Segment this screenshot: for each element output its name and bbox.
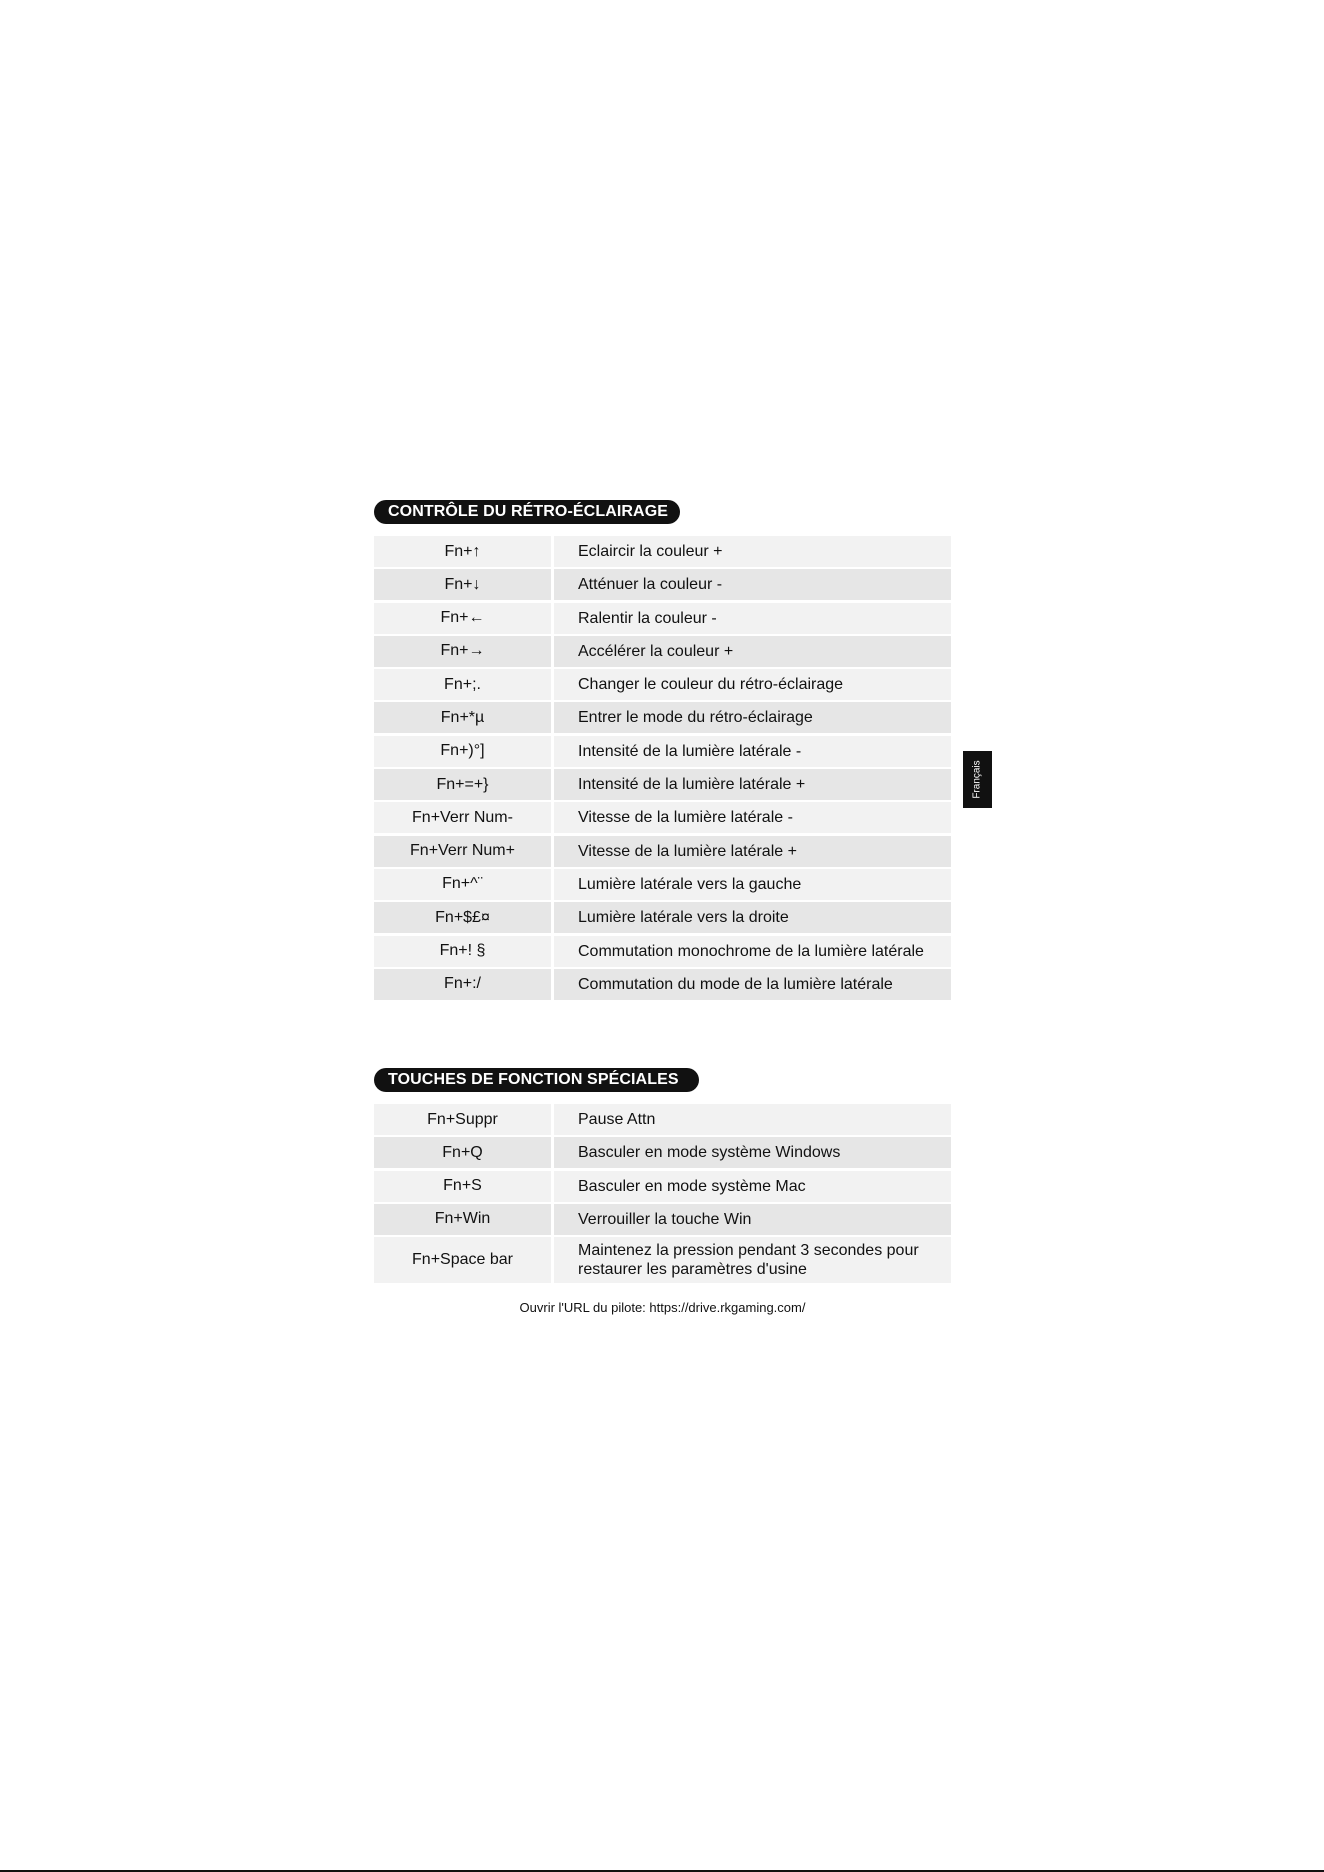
shortcut-description: Lumière latérale vers la gauche (554, 869, 951, 900)
shortcut-key: Fn+;. (374, 669, 551, 700)
shortcut-key: Fn+Space bar (374, 1237, 551, 1283)
table-row (374, 603, 951, 634)
shortcut-key: Fn+:/ (374, 969, 551, 1000)
section-title-special-keys: TOUCHES DE FONCTION SPÉCIALES (374, 1068, 699, 1092)
table-row (374, 736, 951, 767)
language-tab-label: Français (972, 760, 984, 799)
table-row (374, 969, 951, 1000)
special-keys-table (374, 1104, 951, 1285)
shortcut-key: Fn+Win (374, 1204, 551, 1235)
table-row (374, 936, 951, 967)
shortcut-description: Basculer en mode système Mac (554, 1171, 951, 1202)
table-row (374, 1104, 951, 1135)
backlight-shortcut-table (374, 536, 951, 1002)
shortcut-description: Changer le couleur du rétro-éclairage (554, 669, 951, 700)
shortcut-key: Fn+Suppr (374, 1104, 551, 1135)
table-row (374, 536, 951, 567)
table-row (374, 836, 951, 867)
shortcut-description: Entrer le mode du rétro-éclairage (554, 702, 951, 733)
shortcut-key: Fn+=+} (374, 769, 551, 800)
shortcut-description: Maintenez la pression pendant 3 secondes pour restaurer les paramètres d'usine (554, 1237, 951, 1283)
shortcut-key: Fn+Q (374, 1137, 551, 1168)
table-row (374, 869, 951, 900)
shortcut-key: Fn+$£¤ (374, 902, 551, 933)
shortcut-description: Vitesse de la lumière latérale + (554, 836, 951, 867)
table-row (374, 569, 951, 600)
section-title-backlight: CONTRÔLE DU RÉTRO-ÉCLAIRAGE (374, 500, 680, 524)
shortcut-description: Intensité de la lumière latérale + (554, 769, 951, 800)
shortcut-key: Fn+← (374, 603, 551, 634)
shortcut-description: Pause Attn (554, 1104, 951, 1135)
shortcut-description: Atténuer la couleur - (554, 569, 951, 600)
shortcut-key: Fn+^¨ (374, 869, 551, 900)
table-row (374, 1171, 951, 1202)
shortcut-key: Fn+Verr Num- (374, 802, 551, 833)
shortcut-key: Fn+! § (374, 936, 551, 967)
shortcut-description: Vitesse de la lumière latérale - (554, 802, 951, 833)
shortcut-key: Fn+→ (374, 636, 551, 667)
shortcut-description: Basculer en mode système Windows (554, 1137, 951, 1168)
shortcut-description: Lumière latérale vers la droite (554, 902, 951, 933)
shortcut-key: Fn+*µ (374, 702, 551, 733)
driver-url-note: Ouvrir l'URL du pilote: https://drive.rkgaming.com/ (519, 1300, 806, 1315)
shortcut-key: Fn+S (374, 1171, 551, 1202)
shortcut-key: Fn+)°] (374, 736, 551, 767)
table-row (374, 769, 951, 800)
shortcut-key: Fn+Verr Num+ (374, 836, 551, 867)
table-row (374, 1137, 951, 1168)
table-row (374, 669, 951, 700)
shortcut-description: Intensité de la lumière latérale - (554, 736, 951, 767)
table-row (374, 802, 951, 833)
shortcut-description: Accélérer la couleur + (554, 636, 951, 667)
shortcut-key: Fn+↓ (374, 569, 551, 600)
language-tab (963, 751, 992, 808)
table-row (374, 902, 951, 933)
shortcut-description: Verrouiller la touche Win (554, 1204, 951, 1235)
table-row (374, 1237, 951, 1283)
shortcut-description: Ralentir la couleur - (554, 603, 951, 634)
table-row (374, 702, 951, 733)
shortcut-description: Commutation monochrome de la lumière latérale (554, 936, 951, 967)
shortcut-key: Fn+↑ (374, 536, 551, 567)
table-row (374, 636, 951, 667)
table-row (374, 1204, 951, 1235)
shortcut-description: Commutation du mode de la lumière latérale (554, 969, 951, 1000)
shortcut-description: Eclaircir la couleur + (554, 536, 951, 567)
